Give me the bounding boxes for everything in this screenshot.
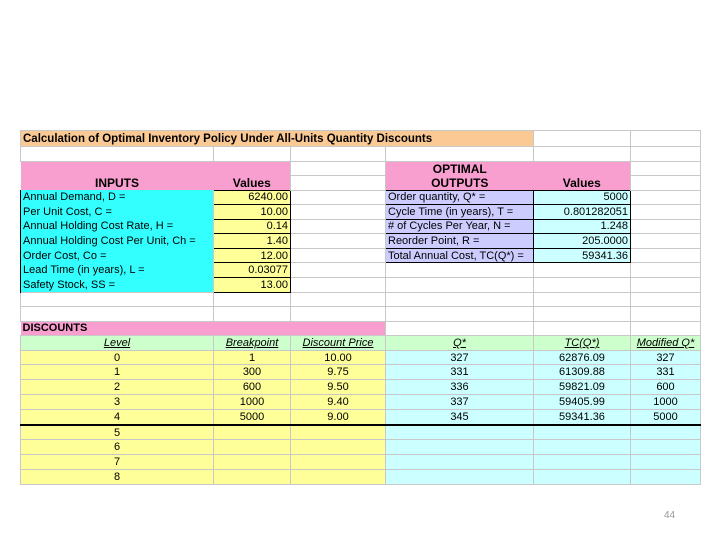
cell[interactable] (291, 307, 386, 322)
input-label[interactable]: Annual Demand, D = (21, 190, 214, 205)
cell[interactable] (214, 147, 291, 162)
outputs-values-header: Values (534, 176, 631, 191)
table-cell[interactable] (534, 455, 631, 470)
table-cell[interactable]: 61309.88 (534, 365, 631, 380)
cell[interactable] (214, 307, 291, 322)
table-cell[interactable]: 331 (631, 365, 701, 380)
output-label[interactable]: # of Cycles Per Year, N = (386, 219, 534, 234)
cell[interactable] (291, 190, 386, 205)
cell[interactable] (631, 263, 701, 278)
table-cell[interactable]: 7 (21, 455, 214, 470)
table-cell[interactable]: 9.00 (291, 409, 386, 424)
cell[interactable] (631, 219, 701, 234)
column-header[interactable]: Level (21, 336, 214, 351)
cell[interactable] (631, 190, 701, 205)
cell[interactable] (291, 292, 386, 307)
output-value[interactable]: 205.0000 (534, 234, 631, 249)
table-row (21, 440, 701, 455)
table-cell[interactable]: 345 (386, 409, 534, 424)
input-value-field[interactable]: 12.00 (214, 248, 291, 263)
table-cell[interactable]: 6 (21, 440, 214, 455)
cell[interactable] (291, 263, 386, 278)
table-cell[interactable]: 59821.09 (534, 380, 631, 395)
inputs-values-header: Values (214, 176, 291, 191)
table-cell[interactable]: 9.50 (291, 380, 386, 395)
input-label[interactable]: Annual Holding Cost Rate, H = (21, 219, 214, 234)
cell[interactable] (291, 147, 386, 162)
table-cell[interactable] (631, 470, 701, 485)
cell[interactable] (631, 205, 701, 220)
table-cell[interactable]: 9.75 (291, 365, 386, 380)
output-label[interactable]: Cycle Time (in years), T = (386, 205, 534, 220)
table-cell[interactable]: 0 (21, 350, 214, 365)
cell[interactable] (291, 234, 386, 249)
table-cell[interactable]: 5000 (631, 409, 701, 424)
table-cell[interactable] (291, 425, 386, 440)
input-value-field[interactable]: 6240.00 (214, 190, 291, 205)
table-cell[interactable]: 9.40 (291, 395, 386, 410)
page-number: 44 (664, 510, 676, 521)
input-label[interactable]: Annual Holding Cost Per Unit, Ch = (21, 234, 214, 249)
table-cell[interactable]: 4 (21, 409, 214, 424)
table-cell[interactable]: 327 (631, 350, 701, 365)
table-cell[interactable] (631, 455, 701, 470)
table-cell[interactable] (386, 470, 534, 485)
output-label[interactable]: Order quantity, Q* = (386, 190, 534, 205)
cell[interactable] (631, 278, 701, 293)
cell[interactable] (534, 292, 631, 307)
table-cell[interactable] (291, 455, 386, 470)
cell[interactable] (21, 292, 214, 307)
table-cell[interactable]: 10.00 (291, 350, 386, 365)
output-value[interactable]: 1.248 (534, 219, 631, 234)
input-label[interactable]: Safety Stock, SS = (21, 278, 214, 293)
input-value-field[interactable]: 1.40 (214, 234, 291, 249)
cell[interactable] (214, 292, 291, 307)
cell[interactable] (534, 147, 631, 162)
cell[interactable] (291, 161, 386, 176)
table-cell[interactable]: 5000 (214, 409, 291, 424)
table-cell[interactable] (386, 425, 534, 440)
table-cell[interactable] (386, 440, 534, 455)
cell[interactable] (291, 278, 386, 293)
cell[interactable] (291, 176, 386, 191)
table-cell[interactable] (291, 470, 386, 485)
cell[interactable] (534, 278, 631, 293)
table-cell[interactable] (291, 440, 386, 455)
cell[interactable] (631, 131, 701, 147)
table-cell[interactable] (214, 425, 291, 440)
cell[interactable] (386, 321, 534, 336)
output-value[interactable]: 59341.36 (534, 248, 631, 263)
table-cell[interactable]: 327 (386, 350, 534, 365)
table-cell[interactable] (386, 455, 534, 470)
cell[interactable] (631, 292, 701, 307)
table-cell[interactable] (534, 440, 631, 455)
cell[interactable] (631, 307, 701, 322)
cell[interactable] (386, 263, 534, 278)
cell[interactable] (534, 161, 631, 176)
table-cell[interactable]: 62876.09 (534, 350, 631, 365)
table-cell[interactable]: 600 (631, 380, 701, 395)
cell[interactable] (534, 263, 631, 278)
table-cell[interactable]: 3 (21, 395, 214, 410)
cell[interactable] (291, 205, 386, 220)
output-value[interactable]: 0.801282051 (534, 205, 631, 220)
column-header[interactable]: Breakpoint (214, 336, 291, 351)
table-cell[interactable]: 2 (21, 380, 214, 395)
cell[interactable] (386, 147, 534, 162)
table-cell[interactable]: 336 (386, 380, 534, 395)
table-row (21, 350, 701, 365)
sheet-title[interactable]: Calculation of Optimal Inventory Policy Under All-Units Quantity Discounts (21, 131, 534, 147)
table-cell[interactable] (534, 425, 631, 440)
column-header[interactable]: TC(Q*) (534, 336, 631, 351)
table-cell[interactable]: 1000 (631, 395, 701, 410)
table-cell[interactable]: 1 (21, 365, 214, 380)
input-value-field[interactable]: 0.03077 (214, 263, 291, 278)
column-header[interactable]: Q* (386, 336, 534, 351)
input-value-field[interactable]: 13.00 (214, 278, 291, 293)
cell[interactable] (21, 307, 214, 322)
cell[interactable] (631, 248, 701, 263)
table-cell[interactable] (214, 455, 291, 470)
table-cell[interactable]: 1000 (214, 395, 291, 410)
table-cell[interactable] (214, 470, 291, 485)
column-header[interactable]: Discount Price (291, 336, 386, 351)
cell[interactable] (631, 147, 701, 162)
table-row (21, 470, 701, 485)
table-row (21, 380, 701, 395)
cell[interactable] (291, 219, 386, 234)
input-label[interactable]: Per Unit Cost, C = (21, 205, 214, 220)
cell[interactable] (386, 307, 534, 322)
cell[interactable] (631, 176, 701, 191)
output-label[interactable]: Reorder Point, R = (386, 234, 534, 249)
cell[interactable] (631, 321, 701, 336)
output-value[interactable]: 5000 (534, 190, 631, 205)
table-cell[interactable]: 337 (386, 395, 534, 410)
cell[interactable] (214, 161, 291, 176)
table-cell[interactable]: 600 (214, 380, 291, 395)
cell[interactable] (21, 161, 214, 176)
table-row (21, 455, 701, 470)
discounts-header: DISCOUNTS (21, 321, 386, 336)
table-cell[interactable]: 59341.36 (534, 409, 631, 424)
table-cell[interactable] (631, 425, 701, 440)
cell[interactable] (534, 131, 631, 147)
input-value-field[interactable]: 0.14 (214, 219, 291, 234)
table-cell[interactable]: 300 (214, 365, 291, 380)
cell[interactable] (21, 147, 214, 162)
cell[interactable] (291, 248, 386, 263)
table-cell[interactable] (534, 470, 631, 485)
table-cell[interactable]: 8 (21, 470, 214, 485)
table-row (21, 425, 701, 440)
outputs-header-line1: OPTIMAL (386, 161, 534, 176)
outputs-header-line2: OUTPUTS (386, 176, 534, 191)
table-cell[interactable]: 5 (21, 425, 214, 440)
column-header[interactable]: Modified Q* (631, 336, 701, 351)
table-row (21, 395, 701, 410)
input-label[interactable]: Lead Time (in years), L = (21, 263, 214, 278)
table-cell[interactable]: 59405.99 (534, 395, 631, 410)
table-row (21, 409, 701, 424)
table-cell[interactable]: 331 (386, 365, 534, 380)
inputs-header: INPUTS (21, 176, 214, 191)
cell[interactable] (386, 292, 534, 307)
output-label[interactable]: Total Annual Cost, TC(Q*) = (386, 248, 534, 263)
table-row (21, 365, 701, 380)
spreadsheet (20, 130, 701, 485)
input-value-field[interactable]: 10.00 (214, 205, 291, 220)
table-cell[interactable]: 1 (214, 350, 291, 365)
cell[interactable] (534, 321, 631, 336)
cell[interactable] (534, 307, 631, 322)
cell[interactable] (386, 278, 534, 293)
cell[interactable] (631, 234, 701, 249)
cell[interactable] (631, 161, 701, 176)
table-cell[interactable] (214, 440, 291, 455)
table-cell[interactable] (631, 440, 701, 455)
input-label[interactable]: Order Cost, Co = (21, 248, 214, 263)
